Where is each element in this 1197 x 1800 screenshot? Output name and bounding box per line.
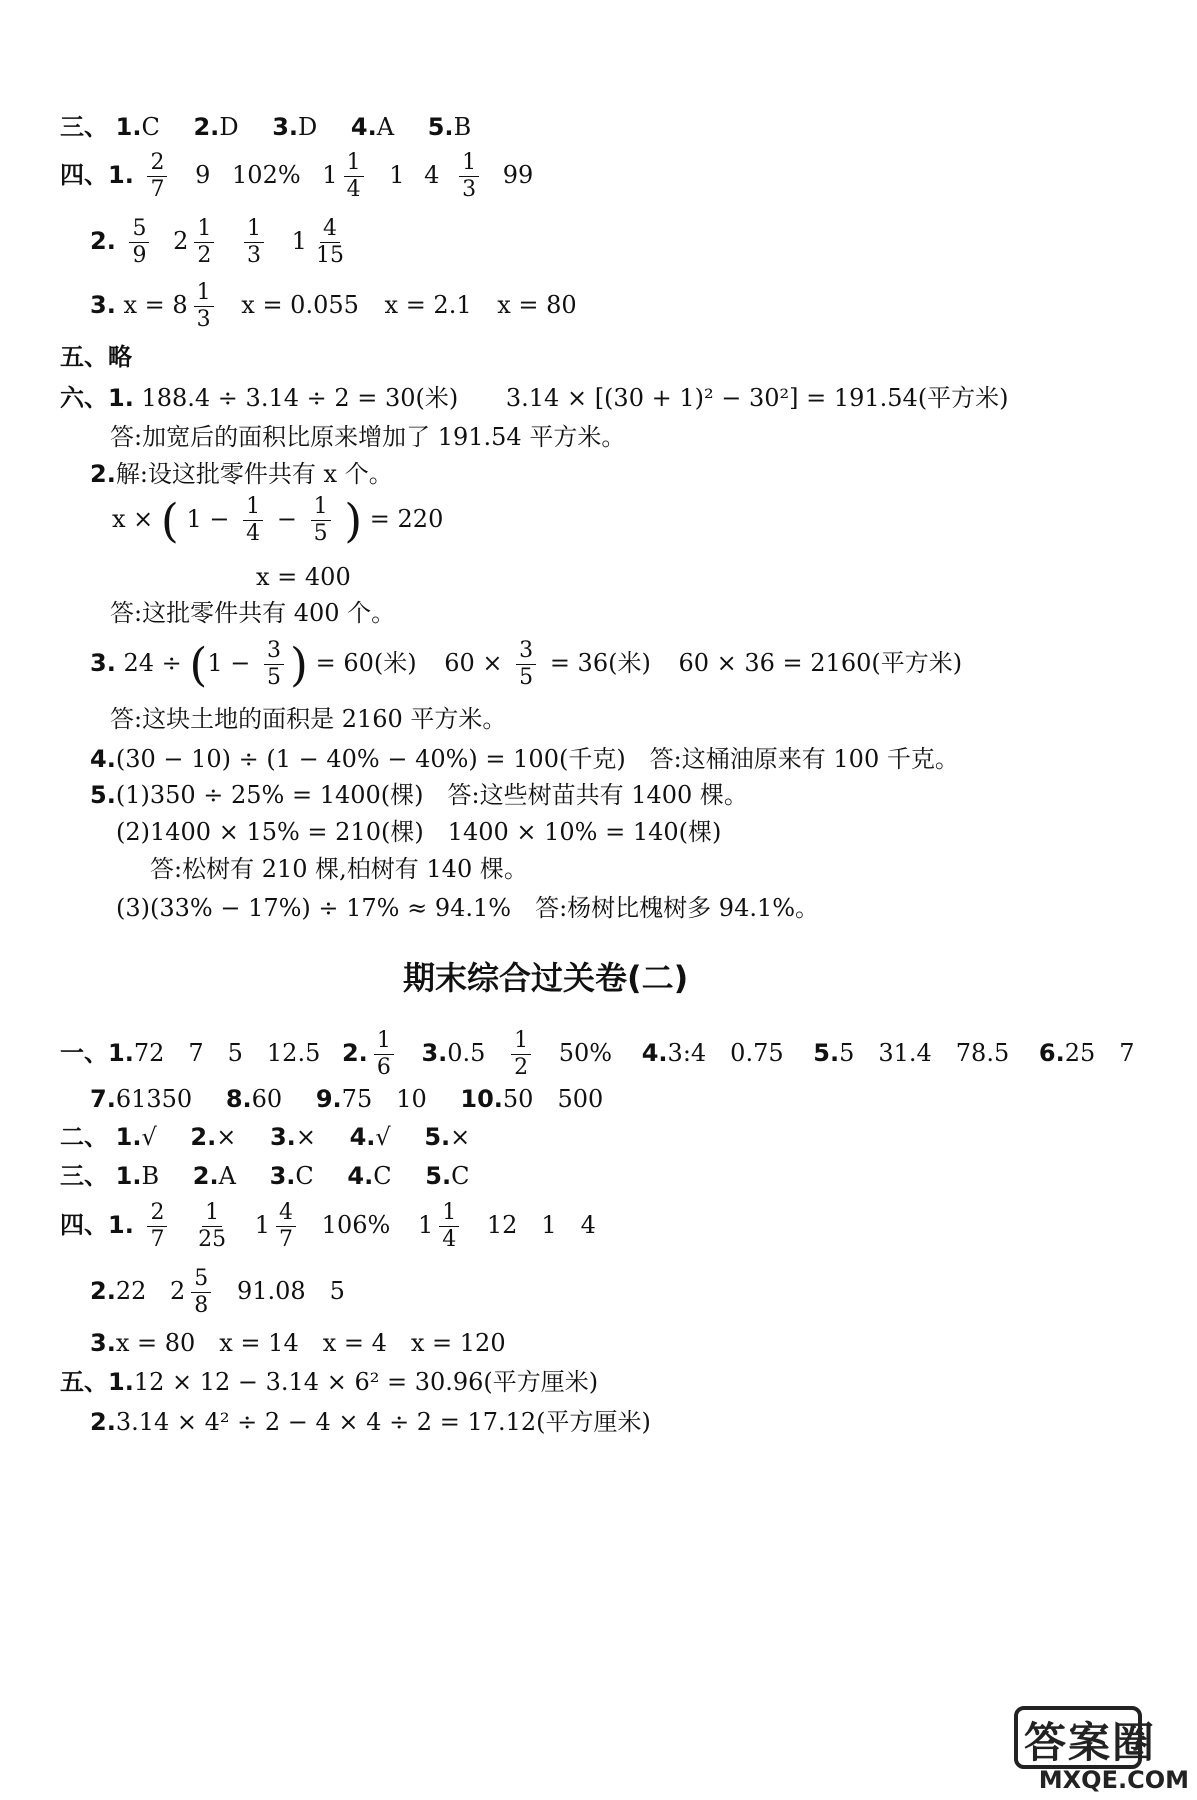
watermark-url: MXQE.COM [1038,1766,1189,1794]
p2-sec2-line: 二、 1.√ 2.× 3.× 4.√ 5.× [60,1123,471,1151]
p2-sec5-q1: 五、1.12 × 12 − 3.14 × 6² = 30.96(平方厘米) [60,1368,599,1396]
sec4-q1: 四、1. $\frac{2}{7}$ 9 102% 1 $\frac{1}{4}$ 1 4 $\frac{1}{3}$ 99 [60,150,534,202]
p2-sec1-line2: 7.61350 8.60 9.75 10 10.50 500 [90,1085,604,1113]
sec4-q3: 3. x = 8 $\frac{1}{3}$ x = 0.055 x = 2.1 x = 80 [90,280,577,332]
sec6-q5-line3: 答:松树有 210 棵,柏树有 140 棵。 [150,855,528,883]
sec4-q2: 2. $\frac{5}{9}$ 2 $\frac{1}{2}$ $\frac{1}{3}$ 1 $\frac{4}{15}$ [90,216,344,268]
sec6-q5-line1: 5.(1)350 ÷ 25% = 1400(棵) 答:这些树苗共有 1400 棵。 [90,781,748,809]
sec6-q3-answer: 答:这块土地的面积是 2160 平方米。 [110,705,507,733]
p2-sec3-line: 三、 1.B 2.A 3.C 4.C 5.C [60,1162,470,1190]
sec6-q2-answer: 答:这批零件共有 400 个。 [110,599,396,627]
sec6-q5-line2: (2)1400 × 15% = 210(棵) 1400 × 10% = 140(棵) [116,818,722,846]
watermark-logo [1014,1706,1189,1794]
sec6-q3: 3. 24 ÷ (1 − $\frac{3}{5}$ ) = 60(米) 60 × $\frac{3}{5}$ = 36(米) 60 × 36 = 2160(平方米) [90,637,963,692]
sec5-line: 五、略 [60,343,132,371]
sec6-q2-equation: x × ( 1 − $\frac{1}{4}$ − $\frac{1}{5}$ ) = 220 [112,493,444,548]
sec6-q1-answer: 答:加宽后的面积比原来增加了 191.54 平方米。 [110,423,626,451]
p2-sec4-q3: 3.x = 80 x = 14 x = 4 x = 120 [90,1329,506,1357]
sec6-q2-solution: x = 400 [256,563,351,591]
watermark-title: 答案圈 [1024,1718,1157,1767]
page-title: 期末综合过关卷(二) [403,959,689,997]
p2-sec4-q2: 2.22 2 $\frac{5}{8}$ 91.08 5 [90,1266,345,1318]
p2-sec4-q1: 四、1. $\frac{2}{7}$ $\frac{1}{25}$ 1 $\frac{4}{7}$ 106% 1 $\frac{1}{4}$ 12 1 4 [60,1200,596,1252]
p2-sec1-line1: 一、1.72 7 5 12.5 2. $\frac{1}{6}$ 3.0.5 $\frac{1}{2}$ 50% 4.3:4 0.75 5.5 31.4 78.5 6.25 7 [60,1028,1135,1080]
sec6-q5-line4: (3)(33% − 17%) ÷ 17% ≈ 94.1% 答:杨树比槐树多 94.1%。 [116,894,820,922]
p2-sec5-q2: 2.3.14 × 4² ÷ 2 − 4 × 4 ÷ 2 = 17.12(平方厘米) [90,1408,651,1436]
sec6-q1: 六、1. 188.4 ÷ 3.14 ÷ 2 = 30(米) 3.14 × [(30 + 1)² − 30²] = 191.54(平方米) [60,384,1009,412]
sec6-q2-intro: 2.解:设这批零件共有 x 个。 [90,460,393,488]
sec3-line: 三、 1.C 2.D 3.D 4.A 5.B [60,113,472,141]
sec6-q4: 4.(30 − 10) ÷ (1 − 40% − 40%) = 100(千克) 答:这桶油原来有 100 千克。 [90,745,959,773]
